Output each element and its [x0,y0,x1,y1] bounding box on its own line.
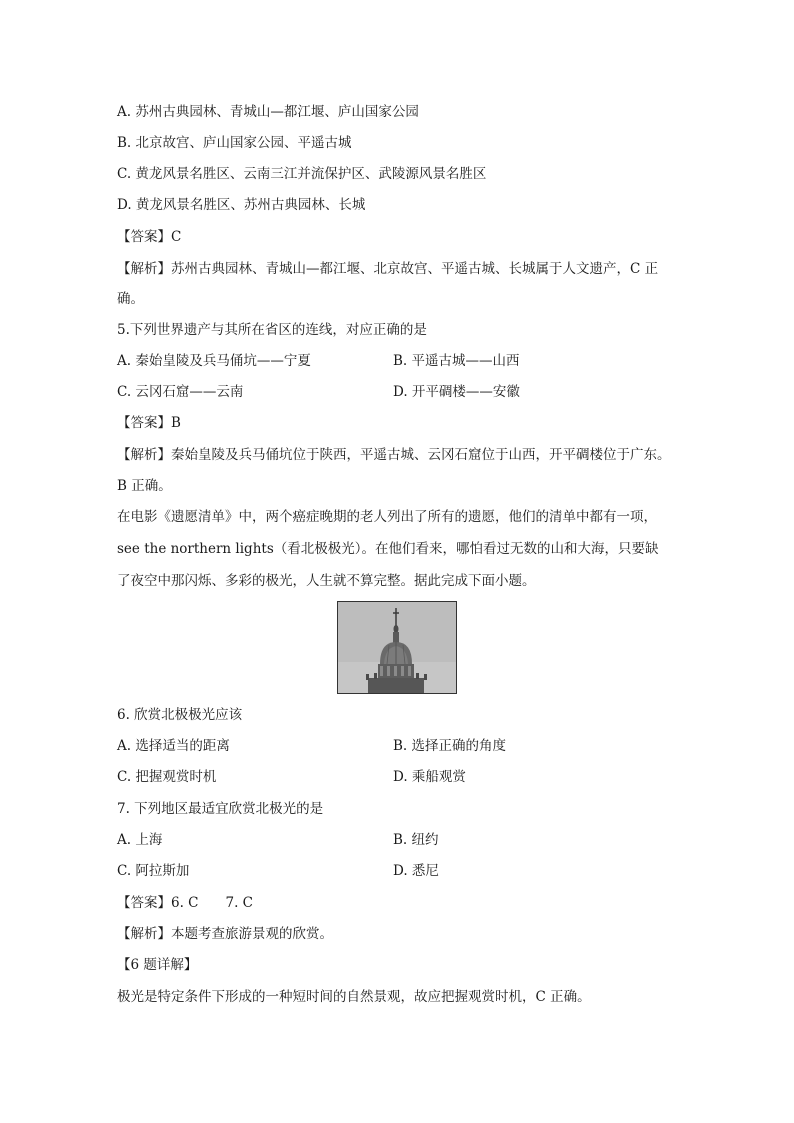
q7-option-d: D. 悉尼 [393,863,439,879]
q5-stem: 5.下列世界遗产与其所在省区的连线，对应正确的是 [117,322,427,338]
q7-option-a: A. 上海 [117,832,163,848]
q4-analysis-line1: 【解析】苏州古典园林、青城山—都江堰、北京故宫、平遥古城、长城属于人文遗产，C 正 [117,261,659,277]
q5-option-b: B. 平遥古城——山西 [393,353,520,369]
q4-option-c: C. 黄龙风景名胜区、云南三江并流保护区、武陵源风景名胜区 [117,166,487,182]
q6-option-b: B. 选择正确的角度 [393,738,507,754]
q5-analysis-line1: 【解析】秦始皇陵及兵马俑坑位于陕西，平遥古城、云冈石窟位于山西，开平碉楼位于广东。 [117,447,671,463]
q4-answer: 【答案】C [117,229,182,245]
q6-detail-text: 极光是特定条件下形成的一种短时间的自然景观，故应把握观赏时机，C 正确。 [117,989,591,1005]
q7-stem: 7. 下列地区最适宜欣赏北极光的是 [117,801,324,817]
passage-line3: 了夜空中那闪烁、多彩的极光，人生就不算完整。据此完成下面小题。 [117,573,536,589]
q7-option-c: C. 阿拉斯加 [117,863,190,879]
q6-7-answer: 【答案】6. C 7. C [117,895,254,911]
q5-option-d: D. 开平碉楼——安徽 [393,384,520,400]
q6-7-analysis: 【解析】本题考查旅游景观的欣赏。 [117,926,333,942]
q6-detail-heading: 【6 题详解】 [117,957,198,973]
q6-option-c: C. 把握观赏时机 [117,769,217,785]
q7-option-b: B. 纽约 [393,832,439,848]
dome-photo-illustration [338,602,456,693]
q6-stem: 6. 欣赏北极极光应该 [117,707,243,723]
passage-line2: see the northern lights（看北极极光）。在他们看来，哪怕看过无数的山和大海，只要缺 [117,541,659,557]
q5-option-c: C. 云冈石窟——云南 [117,384,244,400]
q6-option-d: D. 乘船观赏 [393,769,466,785]
dome-photo [337,601,457,694]
q6-option-a: A. 选择适当的距离 [117,738,230,754]
q5-answer: 【答案】B [117,415,181,431]
q4-option-b: B. 北京故宫、庐山国家公园、平遥古城 [117,135,352,151]
q5-analysis-line2: B 正确。 [117,478,172,494]
q4-option-a: A. 苏州古典园林、青城山—都江堰、庐山国家公园 [117,104,419,120]
q4-option-d: D. 黄龙风景名胜区、苏州古典园林、长城 [117,197,366,213]
q4-analysis-line2: 确。 [117,291,144,307]
passage-line1: 在电影《遗愿清单》中，两个癌症晚期的老人列出了所有的遗愿，他们的清单中都有一项， [117,509,657,525]
q5-option-a: A. 秦始皇陵及兵马俑坑——宁夏 [117,353,311,369]
